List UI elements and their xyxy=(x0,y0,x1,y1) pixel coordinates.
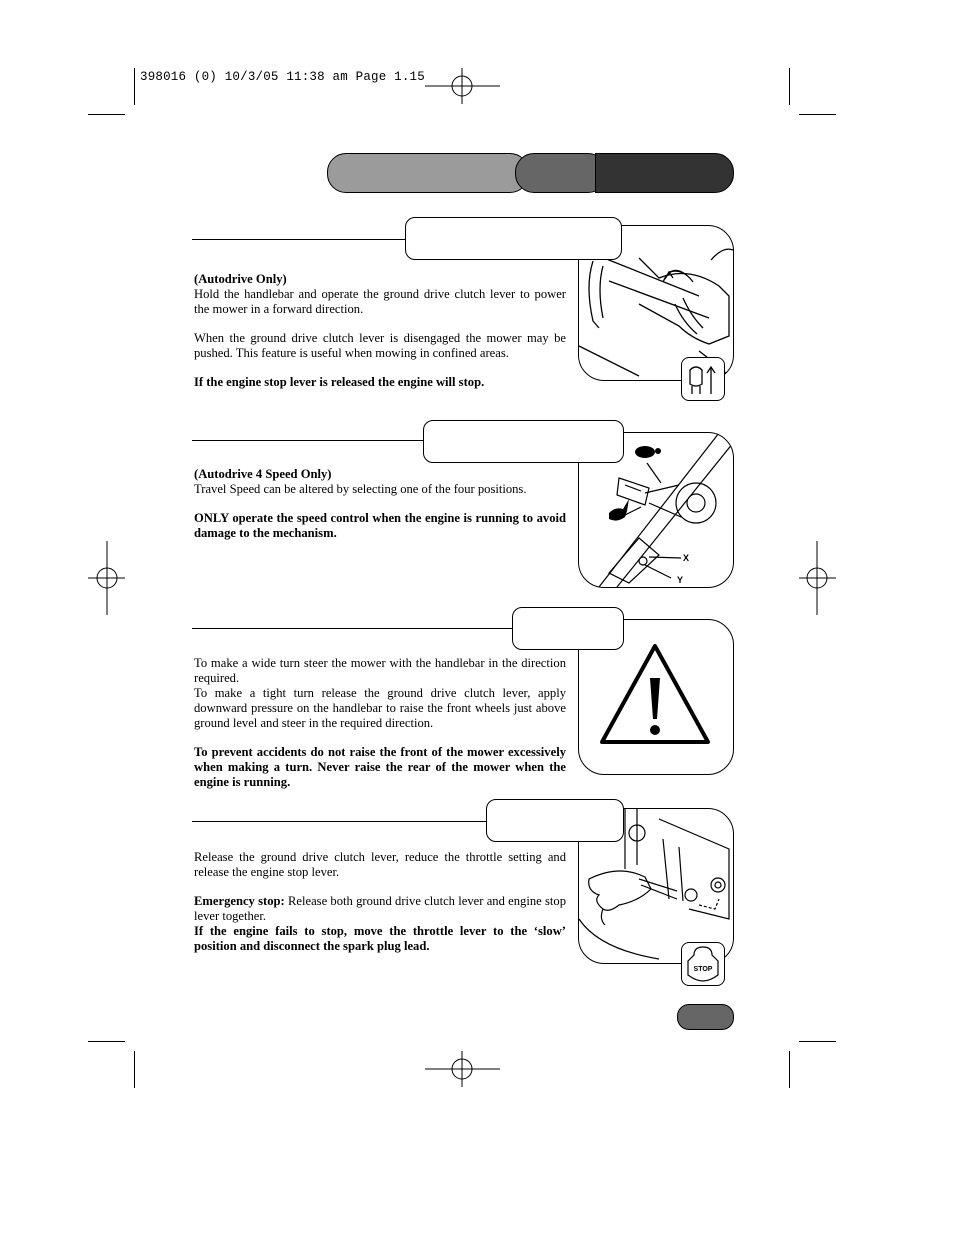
section-heading-box xyxy=(423,420,624,463)
stop-symbol xyxy=(682,943,724,985)
section-rule xyxy=(192,628,514,629)
section-body xyxy=(194,656,566,790)
paragraph xyxy=(194,894,566,924)
paragraph: When the ground drive clutch lever is disengaged the mower may be pushed. This feature is useful when mowing in confined areas. xyxy=(194,331,566,360)
rabbit-icon xyxy=(609,508,627,520)
section-heading-box xyxy=(405,217,622,260)
section-body xyxy=(194,272,566,390)
warning-text: ONLY operate the speed control when the engine is running to avoid damage to the mechanism. xyxy=(194,511,566,540)
paragraph: To make a tight turn release the ground drive clutch lever, apply downward pressure on the handlebar to raise the front wheels just above ground level and steer in the required direction. xyxy=(194,686,566,730)
section-subtitle: (Autodrive Only) xyxy=(194,272,287,286)
header-tab-light xyxy=(327,153,529,193)
section-rule xyxy=(192,239,407,240)
paragraph: Hold the handlebar and operate the ground drive clutch lever to power the mower in a forward direction. xyxy=(194,287,566,316)
stop-label: STOP xyxy=(693,966,713,973)
section-body xyxy=(194,467,566,541)
warning-text: To prevent accidents do not raise the front of the mower excessively when making a turn. Never raise the rear of the mower when the engine is running. xyxy=(194,745,566,789)
section-heading-box xyxy=(486,799,624,842)
paragraph: To make a wide turn steer the mower with the handlebar in the direction required. xyxy=(194,656,566,685)
print-slug: 398016 (0) 10/3/05 11:38 am Page 1.15 xyxy=(140,70,425,84)
emergency-text: Release both ground drive clutch lever and engine stop lever together. xyxy=(194,894,566,923)
warning-text: If the engine stop lever is released the engine will stop. xyxy=(194,375,485,389)
paragraph: Travel Speed can be altered by selecting one of the four positions. xyxy=(194,482,527,496)
paragraph: Release the ground drive clutch lever, reduce the throttle setting and release the engine stop lever. xyxy=(194,850,566,879)
header-tab-dark xyxy=(595,153,734,193)
turtle-icon xyxy=(635,446,655,458)
section-subtitle: (Autodrive 4 Speed Only) xyxy=(194,467,332,481)
section-body xyxy=(194,850,566,954)
section-heading-box xyxy=(512,607,624,650)
section-rule xyxy=(192,440,424,441)
emergency-label: Emergency stop: xyxy=(194,894,285,908)
section-rule xyxy=(192,821,488,822)
page-number-pill xyxy=(677,1004,734,1030)
stop-symbol-box xyxy=(681,942,725,986)
warning-text: If the engine fails to stop, move the throttle lever to the ‘slow’ position and disconnect the spark plug lead. xyxy=(194,924,566,953)
lever-icon xyxy=(681,357,725,401)
label-y: Y xyxy=(677,575,684,585)
header-tab-mid xyxy=(515,153,607,193)
label-x: X xyxy=(683,553,690,563)
